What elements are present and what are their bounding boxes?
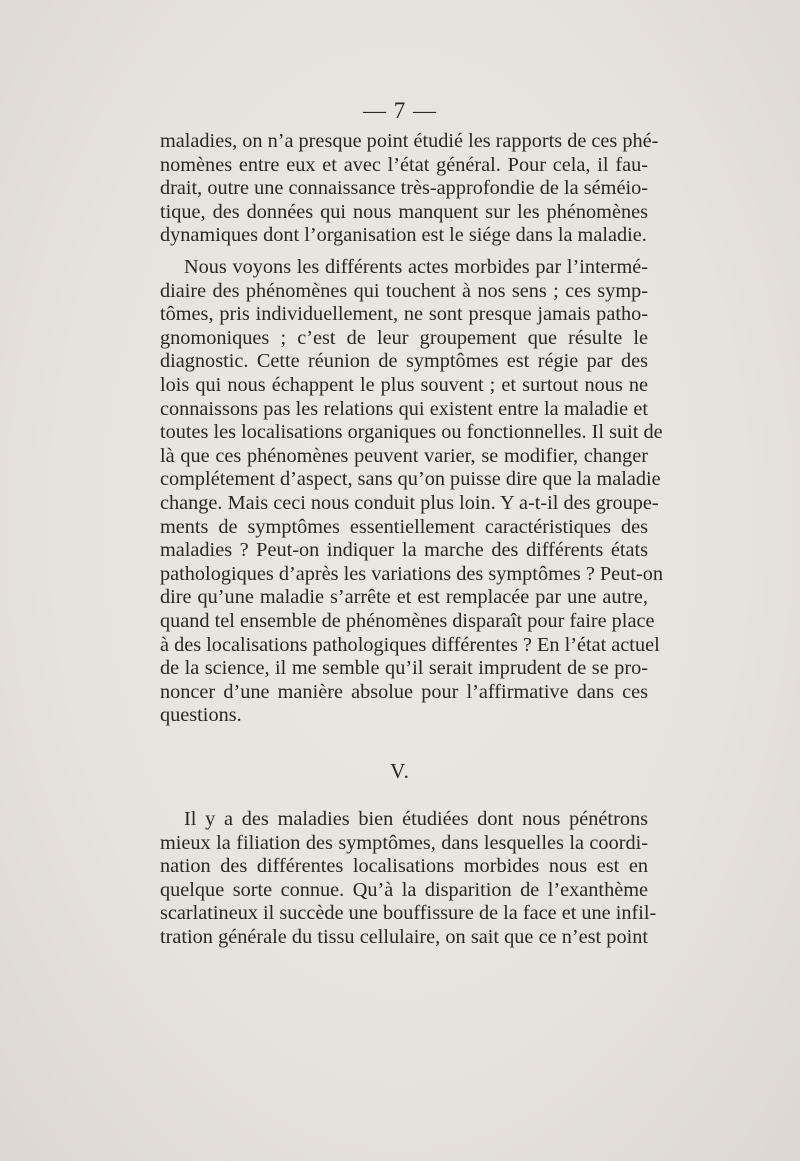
text-line: drait, outre une connaissance très-approfondie de la séméio-	[160, 177, 648, 200]
text-line: diagnostic. Cette réunion de symptômes est régie par des	[160, 350, 648, 373]
paragraph-3	[160, 808, 657, 950]
text-line: nation des différentes localisations morbides nous est en	[160, 855, 648, 878]
text-line: dynamiques dont l’organisation est le siége dans la maladie.	[160, 224, 647, 247]
text-line: maladies ? Peut-on indiquer la marche des différents états	[160, 539, 648, 562]
text-line: Il y a des maladies bien étudiées dont nous pénétrons	[184, 808, 648, 830]
text-line: scarlatineux il succède une bouffissure de la face et une infil-	[160, 902, 657, 925]
text-line: ments de symptômes essentiellement caractéristiques des	[160, 515, 648, 538]
text-line: Nous voyons les différents actes morbides par l’intermé-	[184, 256, 648, 278]
text-line: tômes, pris individuellement, ne sont presque jamais patho-	[160, 303, 648, 326]
text-line: nomènes entre eux et avec l’état général. Pour cela, il fau-	[160, 153, 648, 176]
text-line: lois qui nous échappent le plus souvent ; et surtout nous ne	[160, 373, 648, 396]
text-line: maladies, on n’a presque point étudié les rapports de ces phé-	[160, 130, 659, 152]
page-number: — 7 —	[363, 98, 437, 123]
text-line: à des localisations pathologiques différentes ? En l’état actuel	[160, 633, 660, 656]
text-line: connaissons pas les relations qui existent entre la maladie et	[160, 397, 648, 420]
text-line: gnomoniques ; c’est de leur groupement que résulte le	[160, 326, 648, 349]
text-line: questions.	[160, 704, 242, 727]
text-line: pathologiques d’après les variations des symptômes ? Peut-on	[160, 562, 663, 585]
text-line: mieux la filiation des symptômes, dans lesquelles la coordi-	[160, 831, 648, 854]
section-heading: V.	[390, 759, 410, 783]
text-line: change. Mais ceci nous conduit plus loin. Y a-t-il des groupe-	[160, 491, 659, 514]
text-line: toutes les localisations organiques ou fonctionnelles. Il suit de	[160, 421, 663, 444]
paragraph-2	[160, 256, 663, 728]
text-line: noncer d’une manière absolue pour l’affirmative dans ces	[160, 680, 648, 703]
text-line: de la science, il me semble qu’il serait imprudent de se pro-	[160, 657, 648, 680]
paragraph-1	[160, 130, 659, 248]
text-line: dire qu’une maladie s’arrête et est remplacée par une autre,	[160, 586, 648, 609]
text-line: quand tel ensemble de phénomènes disparaît pour faire place	[160, 609, 655, 632]
text-line: diaire des phénomènes qui touchent à nos sens ; ces symp-	[160, 279, 648, 302]
text-line: complétement d’aspect, sans qu’on puisse dire que la maladie	[160, 468, 661, 491]
text-line: là que ces phénomènes peuvent varier, se modifier, changer	[160, 444, 648, 467]
text-line: tration générale du tissu cellulaire, on sait que ce n’est point	[160, 925, 648, 948]
text-line: tique, des données qui nous manquent sur les phénomènes	[160, 200, 648, 223]
text-line: quelque sorte connue. Qu’à la disparition de l’exanthème	[160, 878, 648, 901]
